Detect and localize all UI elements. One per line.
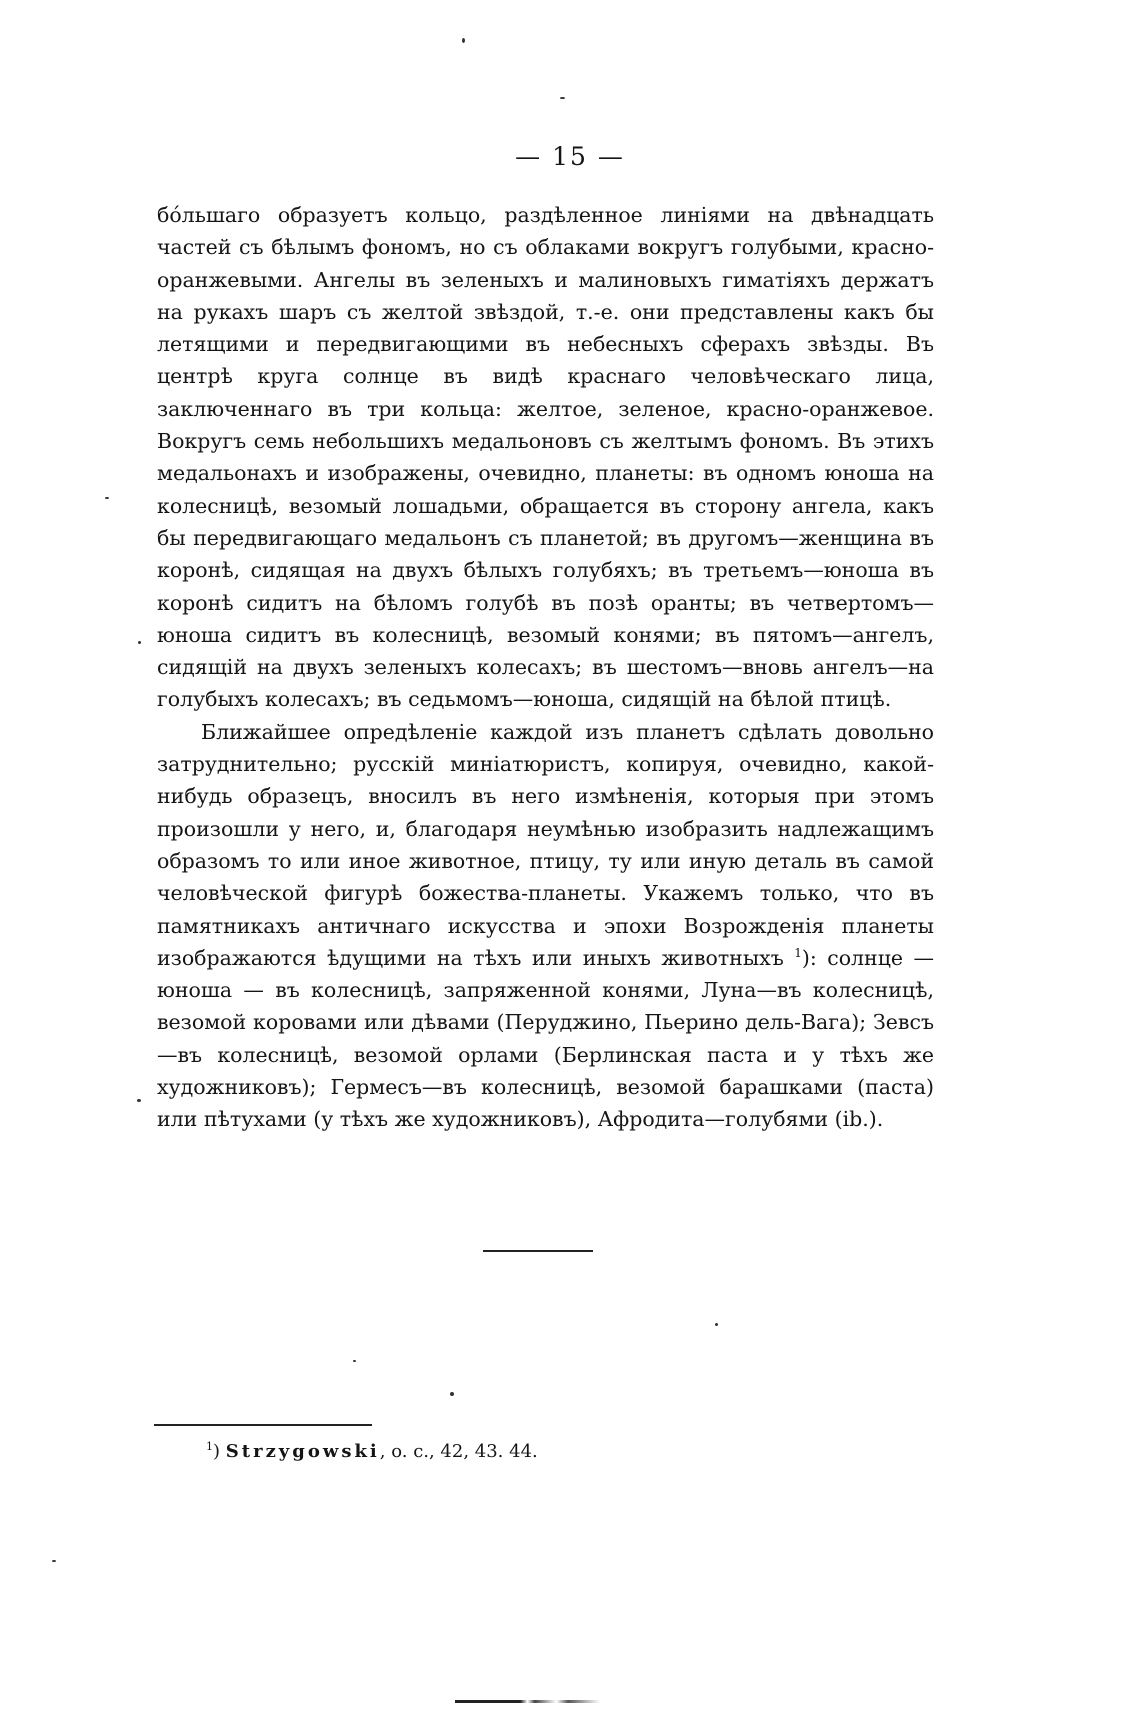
footnote <box>206 1441 538 1462</box>
main-text <box>157 199 934 1136</box>
footnote-reference-text: , o. c., 42, 43. 44. <box>379 1441 538 1462</box>
scan-speck <box>137 1099 141 1102</box>
paragraph-1: бóльшаго образуетъ кольцо, раздѣленное линіями на двѣнадцать частей съ бѣлымъ фономъ, но съ облаками вокругъ голубыми, красно-оранжевыми. Ангелы въ зеленыхъ и малиновыхъ гиматіяхъ держатъ на рукахъ шаръ съ желтой звѣздой, т.-е. они представлены какъ бы летящими и передвигающими въ небесныхъ сферахъ звѣзды. Въ центрѣ круга солнце въ видѣ краснаго человѣческаго лица, заключеннаго въ три кольца: желтое, зеленое, красно-оранжевое. Вокругъ семь небольшихъ медальоновъ съ желтымъ фономъ. Въ этихъ медальонахъ и изображены, очевидно, планеты: въ одномъ юноша на колесницѣ, везомый лошадьми, обращается въ сторону ангела, какъ бы передвигающаго медальонъ съ планетой; въ другомъ—женщина въ коронѣ, сидящая на двухъ бѣлыхъ голубяхъ; въ третьемъ—юноша въ коронѣ сидитъ на бѣломъ голубѣ въ позѣ оранты; въ четвертомъ—юноша сидитъ въ колесницѣ, везомый конями; въ пятомъ—ангелъ, сидящій на двухъ зеленыхъ колесахъ; въ шестомъ—вновь ангелъ—на голубыхъ колесахъ; въ седьмомъ—юноша, сидящій на бѣлой птицѣ. <box>157 203 934 712</box>
section-divider <box>483 1250 593 1252</box>
scan-speck <box>353 1360 356 1362</box>
scan-speck <box>715 1323 718 1326</box>
scan-speck <box>138 641 141 644</box>
scan-speck <box>462 38 465 43</box>
footnote-reference: 1 <box>794 946 802 960</box>
scan-speck <box>560 97 565 99</box>
paragraph-2 <box>157 716 934 1136</box>
footnote-author: Strzygowski <box>225 1441 380 1462</box>
footnote-paren: ) <box>213 1441 221 1462</box>
paragraph-2-text-b: ): солнце — юноша — въ колесницѣ, запряженной конями, Луна—въ колесницѣ, везомой коровами или дѣвами (Перуджино, Пьерино дель-Вага); Зевсъ—въ колесницѣ, везомой орлами (Берлинская паста и у тѣхъ же художниковъ); Гермесъ—въ колесницѣ, везомой барашками (паста) или пѣтухами (у тѣхъ же художниковъ), Афродита—голубями (ib.). <box>157 945 934 1132</box>
paragraph-2-text-a: Ближайшее опредѣленіе каждой изъ планетъ сдѣлать довольно затруднительно; русскій миніатюристъ, копируя, очевидно, какой-нибудь образецъ, вносилъ въ него измѣненія, которыя при этомъ произошли у него, и, благодаря неумѣнью изобразить надлежащимъ образомъ то или иное животное, птицу, ту или иную деталь въ самой человѣческой фигурѣ божества-планеты. Укажемъ только, что въ памятникахъ античнаго искусства и эпохи Возрожденія планеты изображаются ѣдущими на тѣхъ или иныхъ животныхъ <box>157 719 934 970</box>
footnote-divider <box>154 1424 372 1426</box>
scan-edge-artifact <box>455 1700 600 1703</box>
page-number: — 15 — <box>515 142 625 171</box>
scan-speck <box>450 1392 454 1396</box>
scan-speck <box>105 497 109 499</box>
scan-speck <box>52 1560 56 1562</box>
footnote-marker: 1 <box>206 1440 213 1453</box>
